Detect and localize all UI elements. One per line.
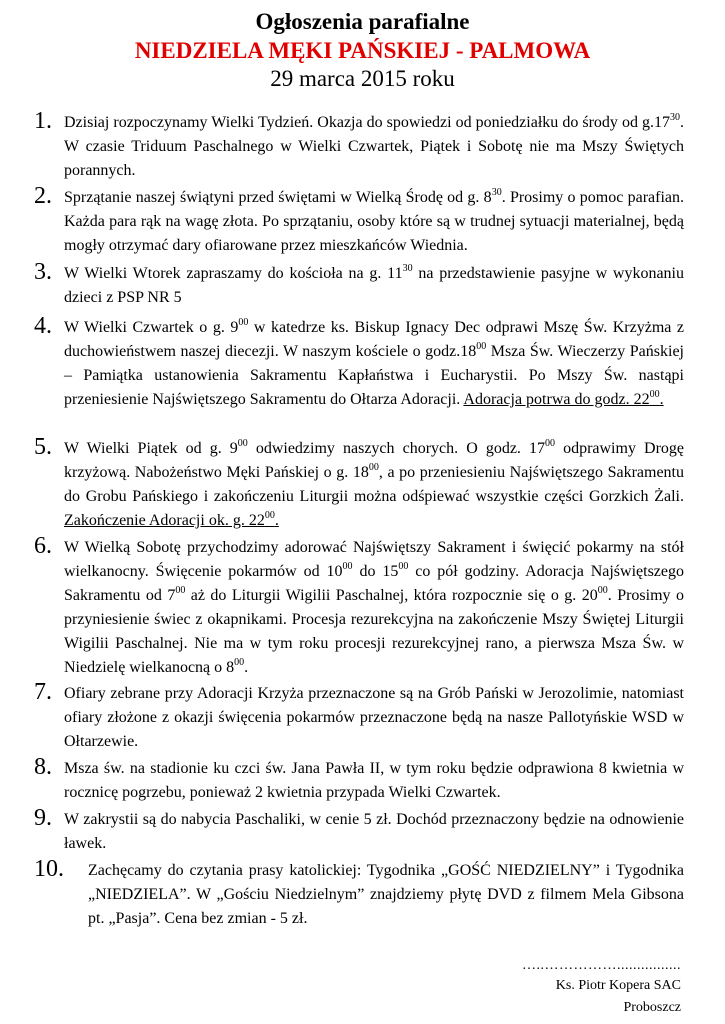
signature-dotted-line: …..……………................ bbox=[522, 958, 681, 973]
item-number: 3. bbox=[34, 259, 52, 285]
item-number: 6. bbox=[34, 533, 52, 559]
item-text: Msza św. na stadionie ku czci św. Jana Pawła II, w tym roku będzie odprawiona 8 kwietnia w rocznicę pogrzebu, ponieważ 2 kwietnia przypada Wielki Czwartek. bbox=[64, 760, 684, 801]
item-text: Ofiary zebrane przy Adoracji Krzyża przeznaczone są na Grób Pański w Jerozolimie, natomiast ofiary złożone z okazji święcenia pokarmów przeznaczone będą na nasze Pallotyńskie WSD w Ołtarzewie. bbox=[64, 685, 684, 750]
document-subtitle: NIEDZIELA MĘKI PAŃSKIEJ - PALMOWA bbox=[134, 38, 591, 63]
item-text: Zachęcamy do czytania prasy katolickiej: Tygodnika „GOŚĆ NIEDZIELNY” i Tygodnika „NIEDZIELA”. W „Gościu Niedzielnym” znajdziemy płytę DVD z filmem Mela Gibsona pt. „Pasja”. Cena bez zmian - 5 zł. bbox=[88, 862, 684, 927]
item-text: W Wielki Wtorek zapraszamy do kościoła na g. $11^{30}$ na przedstawienie pasyjne w wykonaniu dzieci z PSP NR 5 bbox=[64, 263, 684, 306]
signature-name: Ks. Piotr Kopera SAC bbox=[555, 978, 681, 993]
underlined-note: Zakończenie Adoracji ok. g. $22^{00}$. bbox=[64, 510, 279, 529]
item-number: 5. bbox=[34, 434, 52, 460]
item-text: W zakrystii są do nabycia Paschaliki, w cenie 5 zł. Dochód przeznaczony będzie na odnowienie ławek. bbox=[64, 811, 684, 852]
document-title: Ogłoszenia parafialne bbox=[255, 9, 470, 34]
item-number: 9. bbox=[34, 805, 52, 831]
item-number: 4. bbox=[34, 313, 52, 339]
item-number: 8. bbox=[34, 754, 52, 780]
item-number: 1. bbox=[34, 108, 52, 134]
signature-role: Proboszcz bbox=[623, 1000, 681, 1015]
item-text: W Wielką Sobotę przychodzimy adorować Najświętszy Sakrament i święcić pokarmy na stół wielkanocny. Święcenie pokarmów od $10^{00}$ do $15^{00}$ co pół godziny. Adoracja Najświętszego Sakramentu od $7^{00}$ aż do Liturgii Wigilii Paschalnej, która rozpocznie się o g. $20^{00}$. Prosimy o przyniesienie świec z okapnikami. Procesja rezurekcyjna na zakończenie Mszy Świętej Liturgii Wigilii Paschalnej. Nie ma w tym roku procesji rezurekcyjnej rano, a pierwsza Msza Św. w Niedzielę wielkanocną o $8^{00}$. bbox=[64, 539, 685, 676]
underlined-note: Adoracja potrwa do godz. $22^{00}$. bbox=[463, 389, 664, 408]
document-date: 29 marca 2015 roku bbox=[270, 66, 455, 91]
item-number: 2. bbox=[34, 183, 52, 209]
item-number: 10. bbox=[34, 856, 64, 882]
item-text: W Wielki Czwartek o g. $9^{00}$ w katedrze ks. Biskup Ignacy Dec odprawi Mszę Św. Krzyżma z duchowieństwem naszej diecezji. W naszym kościele o $godz.18^{00}$ Msza Św. Wieczerzy Pańskiej – Pamiątka ustanowienia Sakramentu Kapłaństwa i Eucharystii. Po Mszy Św. nastąpi przeniesienie Najświętszego Sakramentu do Ołtarza Adoracji. Adoracja potrwa do godz. $22^{00}$. bbox=[64, 317, 685, 408]
item-text: Sprzątanie naszej świątyni przed świętami w Wielką Środę od g. $8^{30}$. Prosimy o pomoc parafian. Każda para rąk na wagę złota. Po sprzątaniu, osoby które są w trudnej sytuacji materialnej, będą mogły otrzymać dary ofiarowane przez mieszkańców Wiednia. bbox=[64, 187, 684, 254]
item-number: 7. bbox=[34, 679, 52, 705]
item-text: Dzisiaj rozpoczynamy Wielki Tydzień. Okazja do spowiedzi od poniedziałku do środy od $g.17^{30}$. W czasie Triduum Paschalnego w Wielki Czwartek, Piątek i Sobotę nie ma Mszy Świętych porannych. bbox=[64, 112, 684, 179]
item-text: W Wielki Piątek od g. $9^{00}$ odwiedzimy naszych chorych. O godz. $17^{00}$ odprawimy Drogę krzyżową. Nabożeństwo Męki Pańskiej o g. $18^{00}$, a po przeniesieniu Najświętszego Sakramentu do Grobu Pańskiego i zakończeniu Liturgii można odśpiewać wszystkie części Gorzkich Żali. Zakończenie Adoracji ok. g. $22^{00}$. bbox=[64, 438, 685, 529]
